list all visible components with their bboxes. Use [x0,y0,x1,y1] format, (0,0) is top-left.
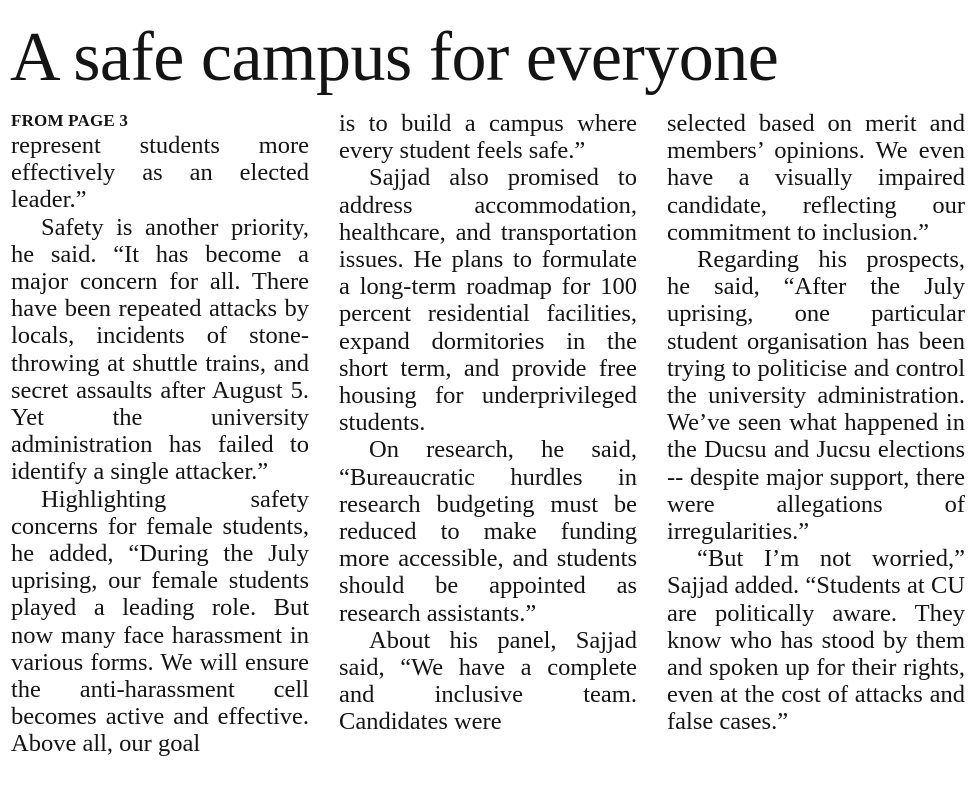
paragraph: Sajjad also promised to address accommodation, healthcare, and transportation issues. He plans to formulate a long-term roadmap for 100 percent residential facilities, expand dormitories in the short term, and provide free housing for underprivileged students. [339,164,637,437]
column-3 [667,110,965,736]
paragraph: Regarding his prospects, he said, “After the July uprising, one particular student organisation has been trying to politicise and control the university administration. We’ve seen what happened in the Ducsu and Jucsu elections -- despite major support, there were allegations of irregularities.” [667,246,965,546]
column-2 [339,110,637,736]
paragraph: is to build a campus where every student feels safe.” [339,110,637,165]
paragraph: On research, he said, “Bureaucratic hurdles in research budgeting must be reduced to make funding more accessible, and students should be appointed as research assistants.” [339,436,637,627]
paragraph: selected based on merit and members’ opinions. We even have a visually impaired candidate, reflecting our commitment to inclusion.” [667,110,965,246]
paragraph: About his panel, Sajjad said, “We have a complete and inclusive team. Candidates were [339,626,637,736]
paragraph: Highlighting safety concerns for female students, he added, “During the July uprising, our female students played a leading role. But now many face harassment in various forms. We will ensure the anti-harassment cell becomes active and effective. Above all, our goal [11,485,309,758]
column-1 [11,110,309,758]
continuation-label: FROM PAGE 3 [11,111,129,130]
headline: A safe campus for everyone [10,19,779,96]
paragraph: represent students more effectively as an elected leader.” [11,132,309,214]
paragraph: “But I’m not worried,” Sajjad added. “Students at CU are politically aware. They know who has stood by them and spoken up for their rights, even at the cost of attacks and false cases.” [667,545,965,736]
paragraph: Safety is another priority, he said. “It has become a major concern for all. There have been repeated attacks by locals, incidents of stone-throwing at shuttle trains, and secret assaults after August 5. Yet the university administration has failed to identify a single attacker.” [11,213,309,486]
